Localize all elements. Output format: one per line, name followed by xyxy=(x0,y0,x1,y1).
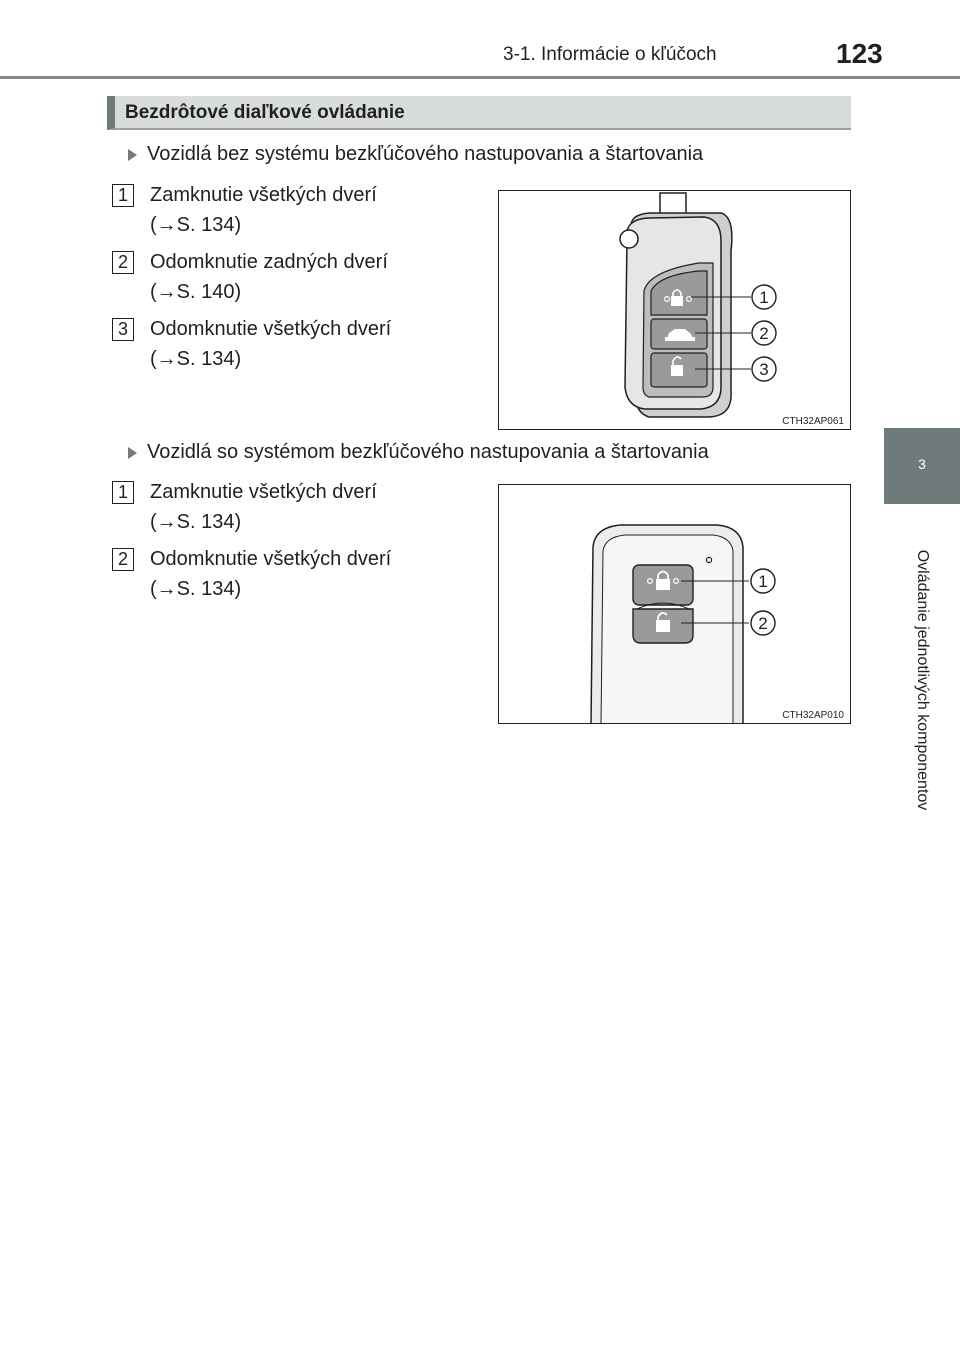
figure-code: CTH32AP010 xyxy=(782,710,844,721)
figure-code: CTH32AP061 xyxy=(782,416,844,427)
smart-key-illustration xyxy=(499,485,851,724)
figure-flip-key xyxy=(498,190,851,430)
item-text: Odomknutie zadných dverí xyxy=(150,251,388,273)
page-number: 123 xyxy=(836,38,883,69)
item-reference[interactable]: (→S. 134) xyxy=(150,214,242,236)
subheading-with-smart-entry xyxy=(128,441,709,464)
header-title: 3-1. Informácie o kľúčoch xyxy=(503,44,717,65)
triangle-bullet-icon xyxy=(128,149,137,161)
item-reference[interactable]: (→S. 134) xyxy=(150,348,242,370)
callout-number: 2 xyxy=(758,614,768,633)
item-number: 3 xyxy=(112,318,134,341)
item-reference[interactable]: (→S. 140) xyxy=(150,281,242,303)
callout-number: 1 xyxy=(758,572,768,591)
item-reference[interactable]: (→S. 134) xyxy=(150,511,242,533)
flip-key-illustration xyxy=(499,191,851,430)
item-number: 2 xyxy=(112,548,134,571)
item-text: Zamknutie všetkých dverí xyxy=(150,184,377,206)
header-rule xyxy=(0,76,960,79)
figure-smart-key xyxy=(498,484,851,724)
subheading-without-smart-entry xyxy=(128,143,703,166)
triangle-bullet-icon xyxy=(128,447,137,459)
item-reference[interactable]: (→S. 134) xyxy=(150,578,242,600)
subheading-text: Vozidlá bez systému bezkľúčového nastupovania a štartovania xyxy=(147,143,704,165)
item-number: 2 xyxy=(112,251,134,274)
item-number: 1 xyxy=(112,481,134,504)
section-heading xyxy=(107,96,851,130)
chapter-title: Ovládanie jednotlivých komponentov xyxy=(914,549,931,811)
chapter-number: 3 xyxy=(918,456,926,472)
chapter-tab xyxy=(884,428,960,504)
section-heading-text: Bezdrôtové diaľkové ovládanie xyxy=(125,102,405,123)
key-ring-hole xyxy=(620,230,638,248)
callout-number: 1 xyxy=(759,288,769,307)
callout-number: 2 xyxy=(759,324,769,343)
callout-number: 3 xyxy=(759,360,769,379)
item-text: Zamknutie všetkých dverí xyxy=(150,481,377,503)
item-text: Odomknutie všetkých dverí xyxy=(150,318,392,340)
item-text: Odomknutie všetkých dverí xyxy=(150,548,392,570)
key-blade xyxy=(660,193,686,215)
subheading-text: Vozidlá so systémom bezkľúčového nastupovania a štartovania xyxy=(147,441,709,463)
item-number: 1 xyxy=(112,184,134,207)
